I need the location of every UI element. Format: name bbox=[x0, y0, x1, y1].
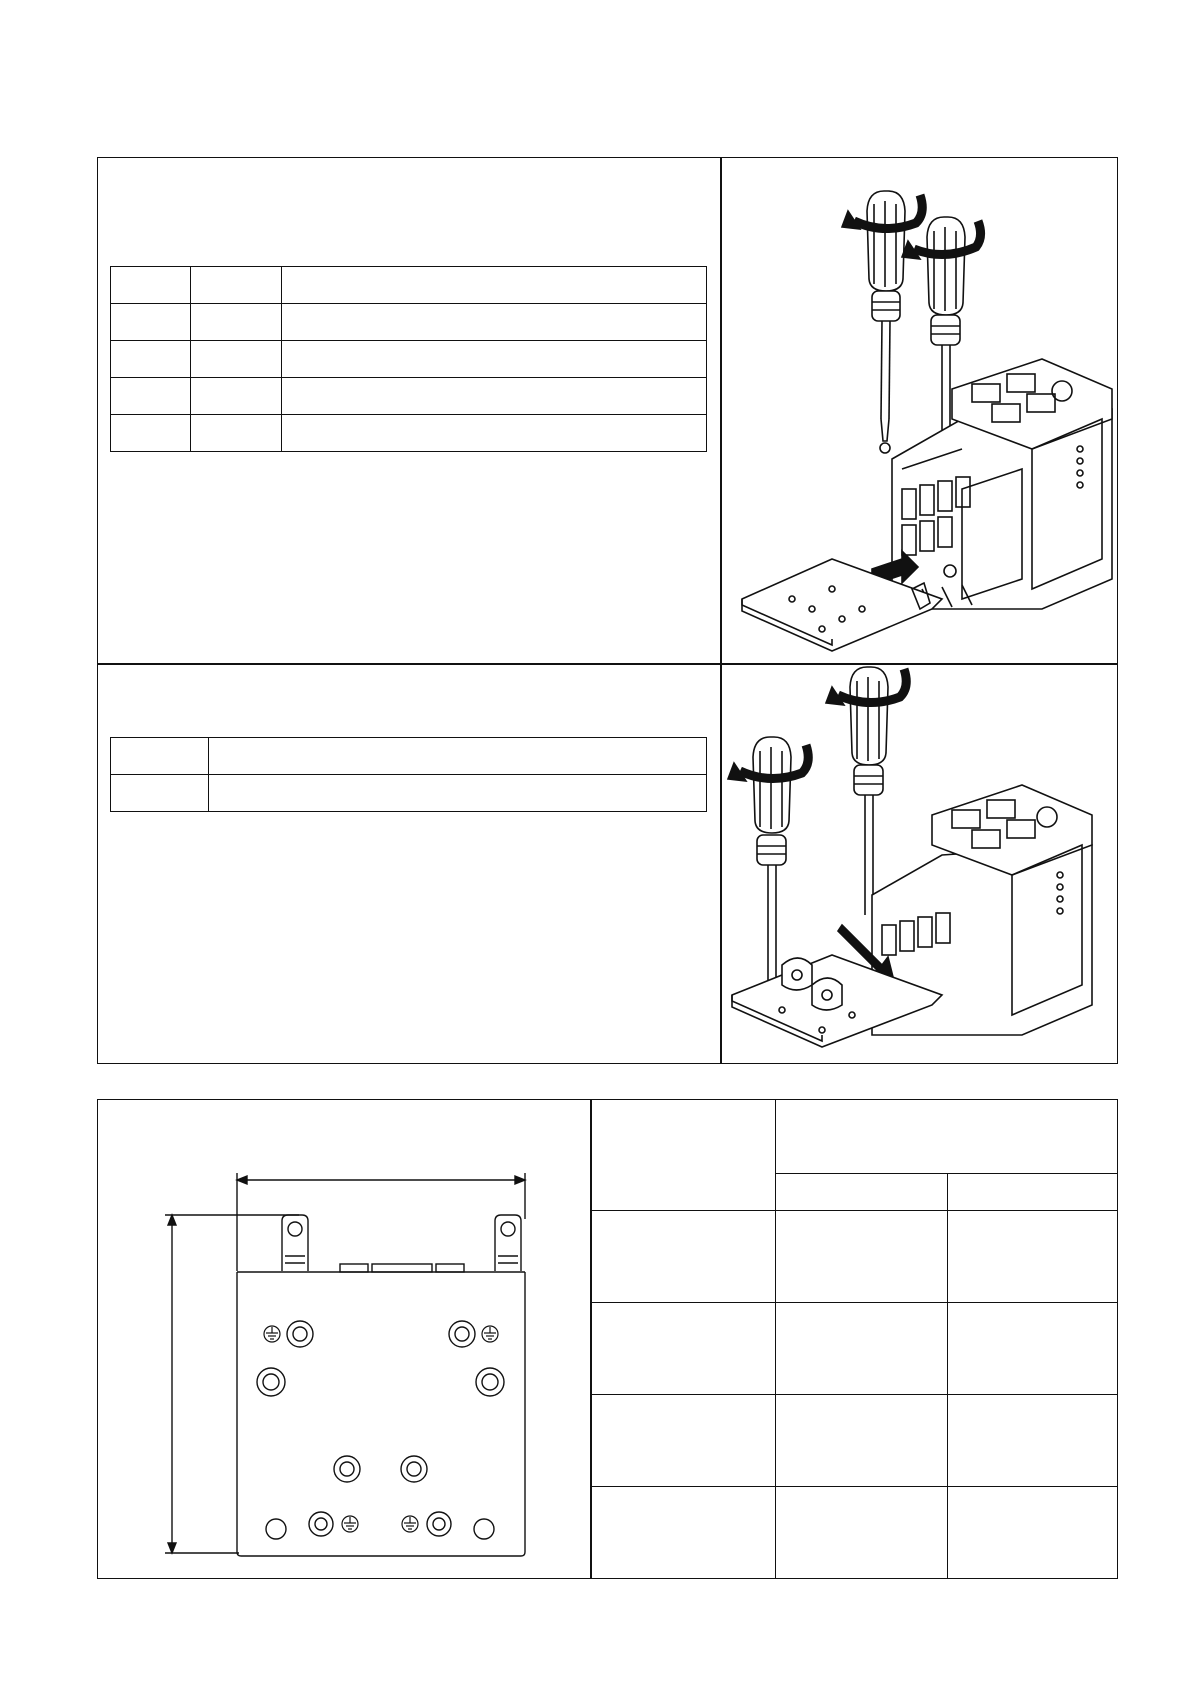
ground-symbol-icon bbox=[402, 1516, 418, 1532]
screwdriver-grounding-plate-icon bbox=[722, 665, 1116, 1062]
table-row bbox=[591, 1303, 1118, 1395]
table-row bbox=[111, 415, 707, 452]
table-row bbox=[591, 1395, 1118, 1487]
mounting-plate-dimension-drawing bbox=[99, 1101, 588, 1577]
table-row bbox=[591, 1100, 1118, 1174]
panel2-table bbox=[110, 737, 707, 812]
spec-table bbox=[590, 1099, 1118, 1579]
screwdriver-mounting-plate-icon bbox=[722, 159, 1116, 662]
ground-symbol-icon bbox=[482, 1326, 498, 1342]
width-dimension-icon bbox=[237, 1173, 525, 1271]
table-row bbox=[111, 267, 707, 304]
table-row bbox=[111, 304, 707, 341]
drive-unit-icon bbox=[892, 359, 1112, 609]
table-row bbox=[111, 378, 707, 415]
ground-symbol-icon bbox=[264, 1326, 280, 1342]
panel1-table bbox=[110, 266, 707, 452]
table-row bbox=[111, 738, 707, 775]
table-row bbox=[591, 1487, 1118, 1579]
table-row bbox=[111, 341, 707, 378]
ground-symbol-icon bbox=[342, 1516, 358, 1532]
table-row bbox=[111, 775, 707, 812]
table-row bbox=[591, 1211, 1118, 1303]
